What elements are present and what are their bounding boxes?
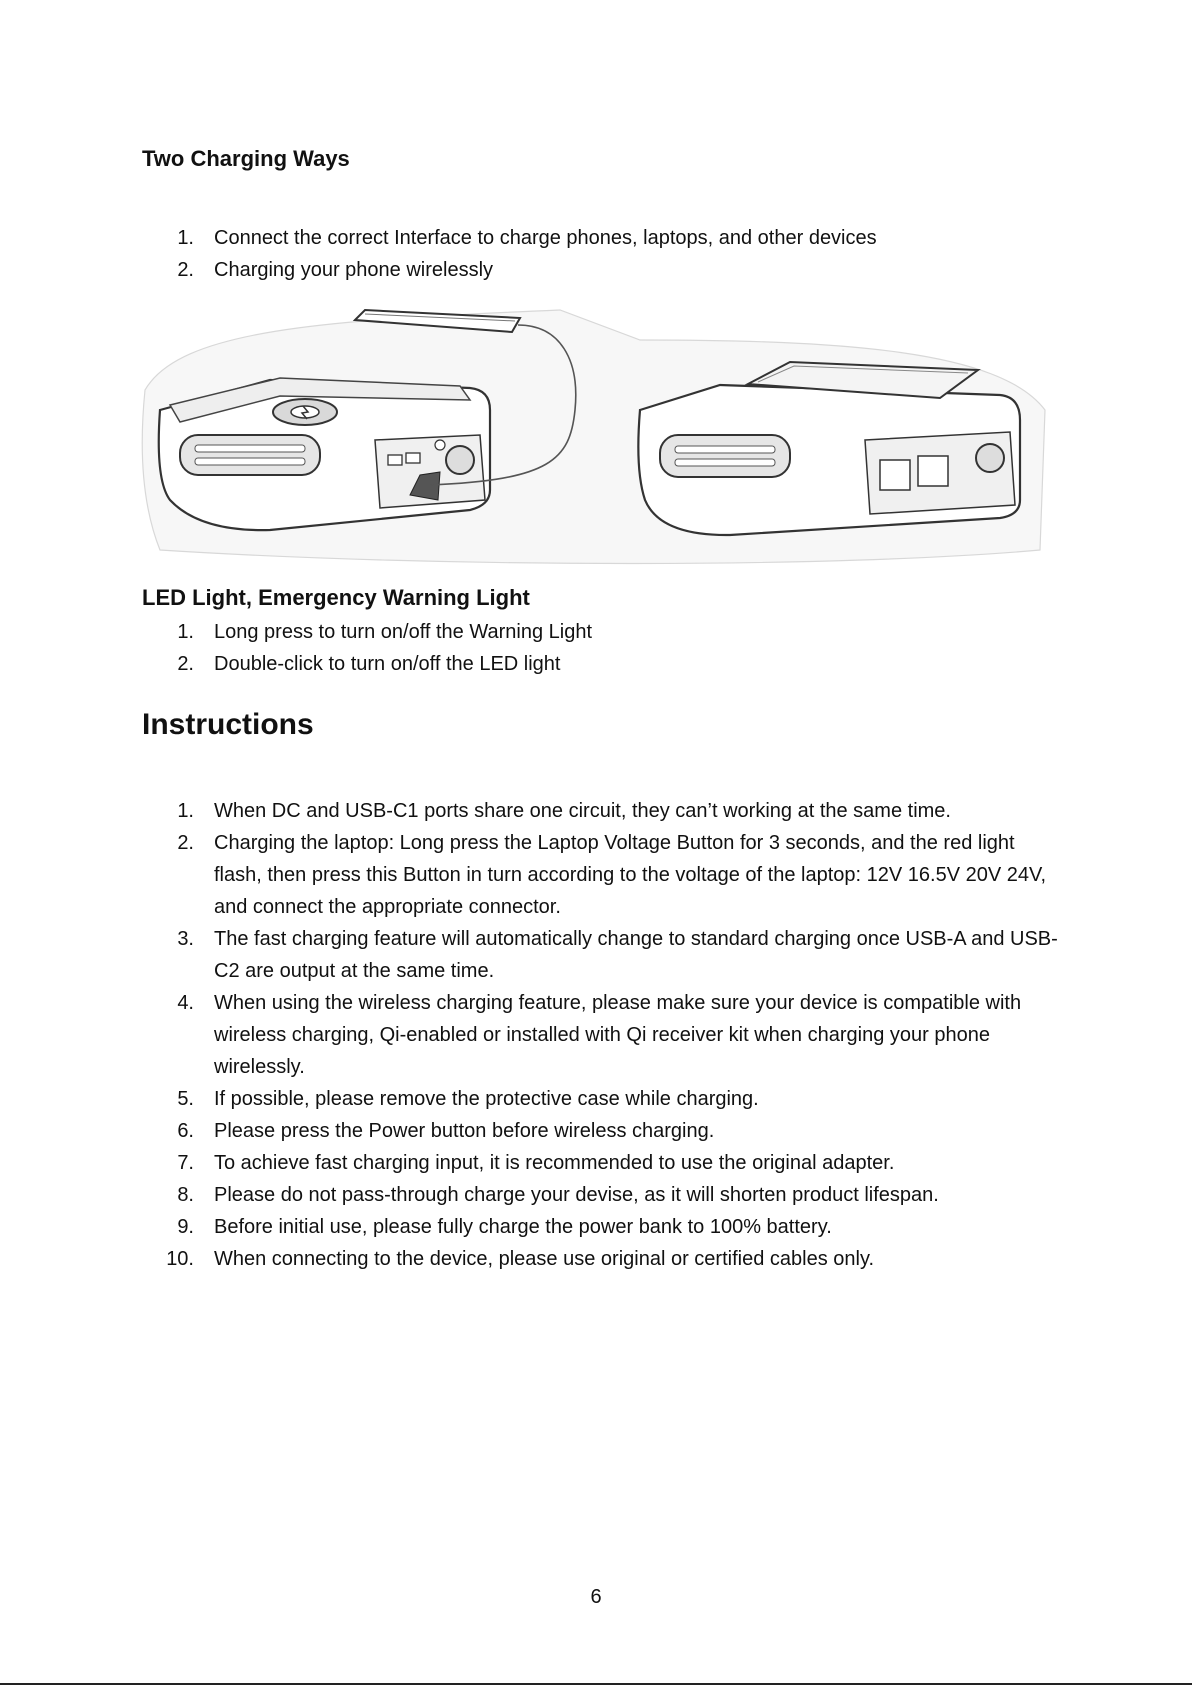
list-item: 8. Please do not pass-through charge your devise, as it will shorten product lifespan. (177, 1184, 939, 1206)
led-light-list (142, 616, 1062, 680)
page-number: 6 (590, 1586, 602, 1608)
list-item: 1. Long press to turn on/off the Warning Light (177, 621, 593, 643)
list-item: 10. When connecting to the device, please use original or certified cables only. (166, 1248, 875, 1270)
charging-ways-list (142, 222, 1062, 286)
list-item: 6. Please press the Power button before wireless charging. (177, 1120, 715, 1142)
list-item: 7. To achieve fast charging input, it is recommended to use the original adapter. (177, 1152, 895, 1174)
power-bank-illustration (140, 300, 1050, 570)
heading-two-charging-ways: Two Charging Ways (142, 146, 350, 171)
list-item: 1. When DC and USB-C1 ports share one circuit, they can’t working at the same time. (177, 800, 951, 822)
list-item: 5. If possible, please remove the protective case while charging. (177, 1088, 759, 1110)
list-item: 3. The fast charging feature will automatically change to standard charging once USB-A and USB-C2 are output at the same time. (177, 928, 1058, 982)
heading-instructions: Instructions (142, 708, 314, 741)
heading-led-light: LED Light, Emergency Warning Light (142, 585, 530, 610)
list-item: 1. Connect the correct Interface to charge phones, laptops, and other devices (177, 227, 877, 249)
list-item: 4. When using the wireless charging feature, please make sure your device is compatible with wireless charging, Qi-enabled or installed with Qi receiver kit when charging your phone wirelessly. (177, 992, 1022, 1078)
list-item: 2. Charging your phone wirelessly (177, 259, 494, 281)
instructions-list (142, 795, 1062, 1275)
list-item: 2. Charging the laptop: Long press the Laptop Voltage Button for 3 seconds, and the red light flash, then press this Button in turn according to the voltage of the laptop: 12V 16.5V 20V 24V, and connect the appropriate connector. (177, 832, 1047, 918)
left-power-bank-icon (159, 378, 490, 530)
list-item: 9. Before initial use, please fully charge the power bank to 100% battery. (177, 1216, 832, 1238)
list-item: 2. Double-click to turn on/off the LED light (177, 653, 561, 675)
